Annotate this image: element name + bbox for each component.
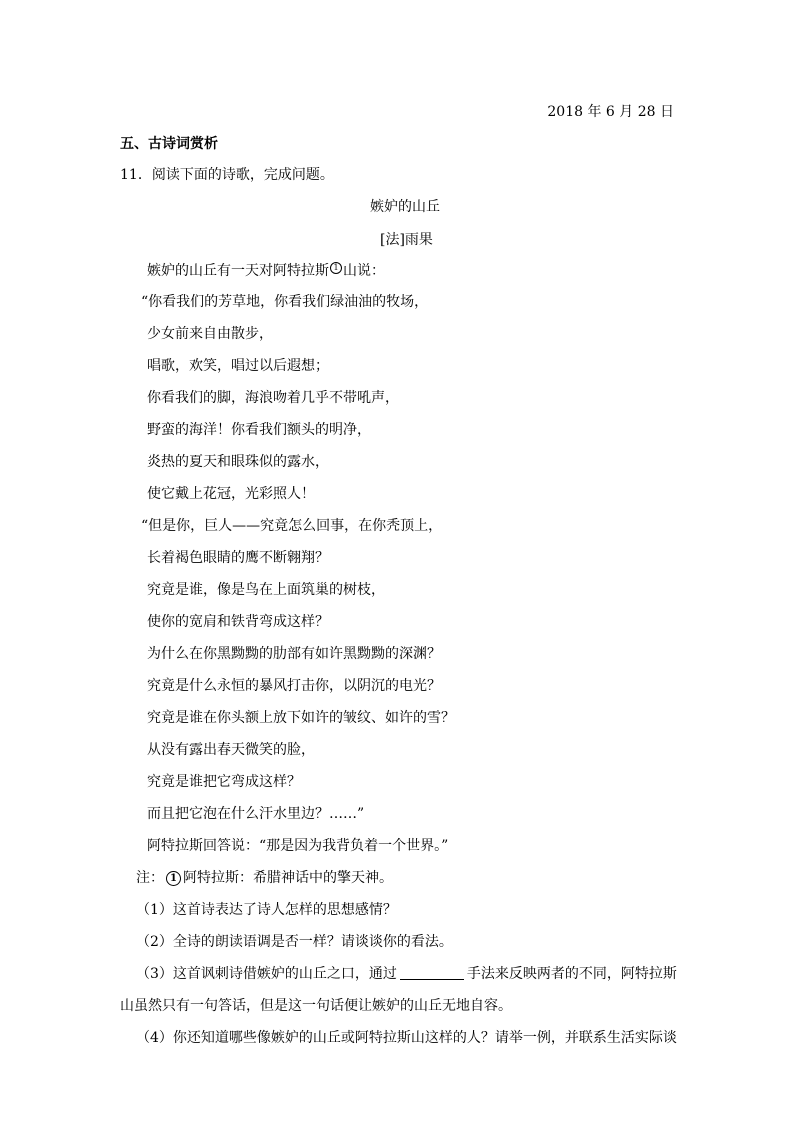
sub-question-3-part1: （3）这首讽刺诗借嫉妒的山丘之口，通过 bbox=[136, 966, 397, 982]
poem-line: 你看我们的脚，海浪吻着几乎不带吼声， bbox=[147, 390, 399, 406]
poem-line: 唱歌，欢笑，唱过以后遐想； bbox=[147, 358, 329, 374]
poem-line: 究竟是什么永恒的暴风打击你，以阴沉的电光？ bbox=[147, 678, 441, 694]
sub-question-3 bbox=[136, 964, 677, 984]
poem-line: 究竟是谁，像是鸟在上面筑巢的树枝， bbox=[147, 582, 385, 598]
poem-intro-after: 山说： bbox=[343, 263, 385, 279]
sub-question-2: （2）全诗的朗读语调是否一样？请谈谈你的看法。 bbox=[136, 934, 453, 950]
question-11 bbox=[120, 165, 334, 185]
footnote-circle-mark: 1 bbox=[166, 871, 181, 886]
footnote-mark: 1 bbox=[330, 262, 342, 274]
question-number: 11． bbox=[120, 167, 152, 183]
footnote-text: 阿特拉斯：希腊神话中的擎天神。 bbox=[183, 870, 393, 886]
sub-question-4: （4）你还知道哪些像嫉妒的山丘或阿特拉斯山这样的人？请举一例，并联系生活实际谈 bbox=[136, 1030, 677, 1046]
footnote-label: 注： bbox=[136, 870, 164, 886]
poem-line: 使你的宽肩和铁背弯成这样？ bbox=[147, 614, 329, 630]
poem-title: 嫉妒的山丘 bbox=[370, 199, 440, 215]
poem-line: 炎热的夏天和眼珠似的露水， bbox=[147, 454, 329, 470]
sub-question-1: （1）这首诗表达了诗人怎样的思想感情？ bbox=[136, 902, 397, 918]
poem-author: [法]雨果 bbox=[380, 232, 433, 248]
sub-question-3-line2: 山虽然只有一句答话，但是这一句话便让嫉妒的山丘无地自容。 bbox=[120, 998, 512, 1014]
poem-line: 使它戴上花冠，光彩照人！ bbox=[147, 486, 315, 502]
poem-line: 野蛮的海洋！你看我们额头的明净， bbox=[147, 422, 371, 438]
section-title: 五、古诗词赏析 bbox=[120, 136, 218, 152]
poem-line: 究竟是谁把它弯成这样？ bbox=[147, 774, 301, 790]
footnote bbox=[136, 868, 393, 888]
sub-question-3-part2: 手法来反映两者的不同，阿特拉斯 bbox=[466, 966, 677, 982]
poem-line: “但是你，巨人——究竟怎么回事，在你秃顶上， bbox=[141, 518, 443, 534]
date-line: 2018 年 6 月 28 日 bbox=[547, 104, 674, 120]
poem-line: 少女前来自由散步， bbox=[147, 326, 273, 342]
poem-line: 阿特拉斯回答说：“那是因为我背负着一个世界。” bbox=[147, 838, 449, 854]
poem-line: 为什么在你黑黝黝的肋部有如许黑黝黝的深渊？ bbox=[147, 646, 441, 662]
poem-line: “你看我们的芳草地，你看我们绿油油的牧场， bbox=[141, 294, 429, 310]
question-prompt: 阅读下面的诗歌，完成问题。 bbox=[151, 167, 334, 183]
poem-line: 长着褐色眼睛的鹰不断翱翔？ bbox=[147, 550, 329, 566]
poem-intro bbox=[147, 261, 385, 281]
answer-blank[interactable] bbox=[400, 965, 464, 980]
poem-line: 从没有露出春天微笑的脸， bbox=[147, 742, 315, 758]
poem-intro-before: 嫉妒的山丘有一天对阿特拉斯 bbox=[147, 263, 329, 279]
poem-line: 而且把它泡在什么汗水里边？……” bbox=[147, 806, 365, 822]
poem-line: 究竟是谁在你头额上放下如许的皱纹、如许的雪？ bbox=[147, 710, 455, 726]
